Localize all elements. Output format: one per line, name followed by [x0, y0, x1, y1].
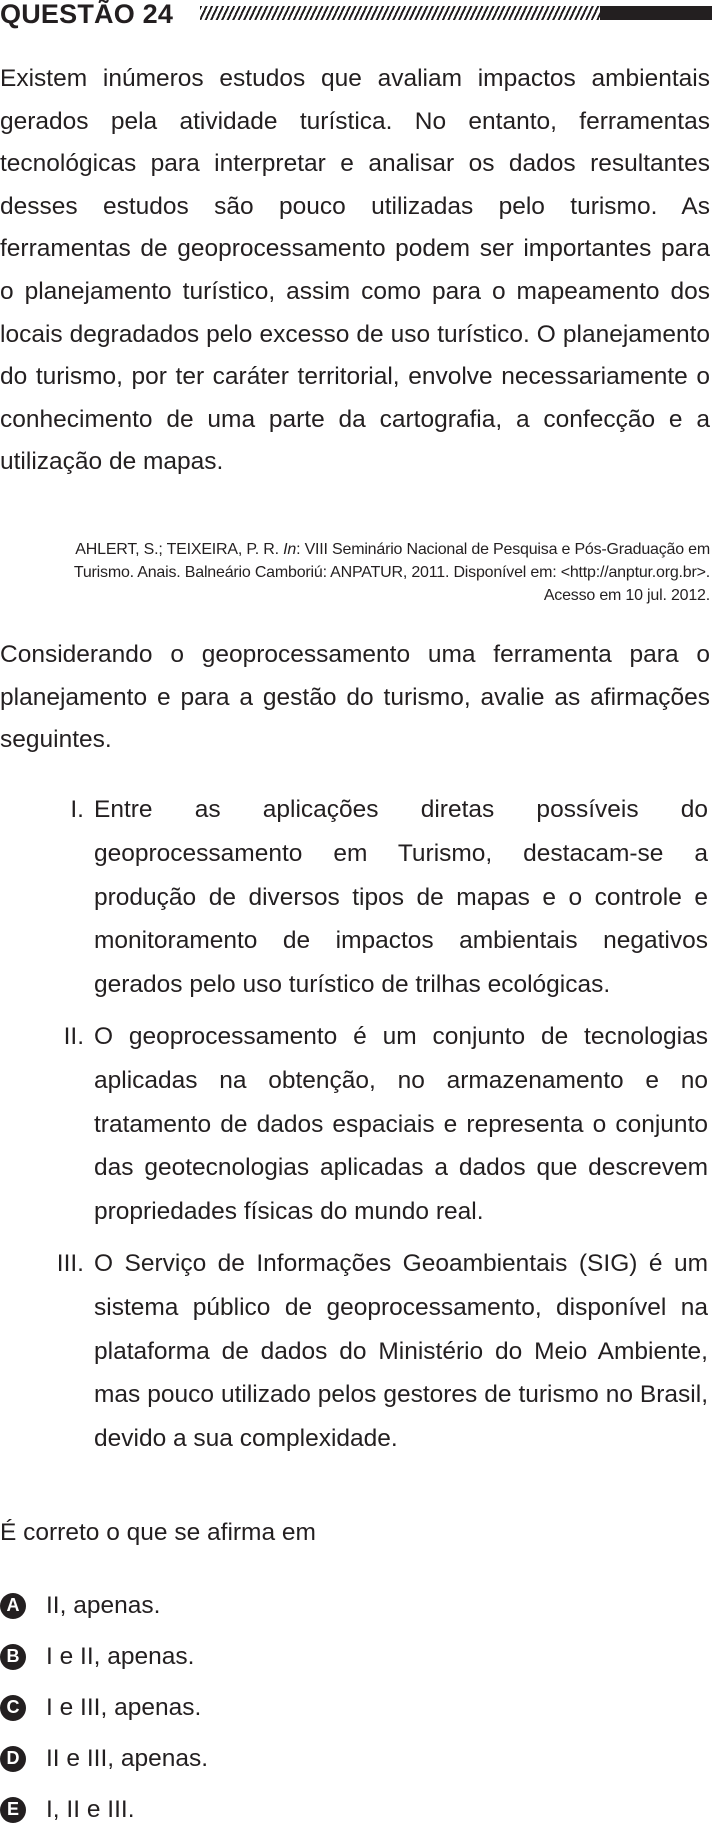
context-paragraph: Considerando o geoprocessamento uma ferramenta para o planejamento e para a gestão do turismo, avalie as afirmações seguintes.	[0, 641, 710, 754]
option-letter-badge: B	[0, 1644, 26, 1670]
intro-paragraph: Existem inúmeros estudos que avaliam impactos ambientais gerados pela atividade turística. No entanto, ferramentas tecnológicas para interpretar e analisar os dados resultantes desses estudos são pouco utilizadas pelo turismo. As ferramentas de geoprocessamento podem ser importantes para o planejamento turístico, assim como para o mapeamento dos locais degradados pelo excesso de uso turístico. O planejamento do turismo, por ter caráter territorial, envolve necessariamente o conhecimento de uma parte da cartografia, a confecção e a utilização de mapas.	[0, 65, 710, 476]
option-e[interactable]	[0, 1784, 712, 1835]
question-header	[0, 0, 712, 28]
source-in-label: In	[283, 541, 297, 558]
source-citation	[70, 538, 710, 607]
option-letter-badge: D	[0, 1746, 26, 1772]
option-text: II e III, apenas.	[46, 1744, 209, 1772]
statement-number: II.	[63, 1022, 84, 1050]
statement-number: III.	[56, 1249, 84, 1277]
statement-text: O geoprocessamento é um conjunto de tecnologias aplicadas na obtenção, no armazenamento e no tratamento de dados espaciais e representa o conjunto das geotecnologias aplicadas a dados que descrevem propriedades físicas do mundo real.	[94, 1022, 708, 1226]
statements-list	[0, 788, 712, 1461]
statement-item	[0, 1015, 712, 1234]
option-b[interactable]	[0, 1631, 712, 1682]
option-text: I e III, apenas.	[46, 1693, 202, 1721]
option-letter-badge: E	[0, 1797, 26, 1823]
statement-number: I.	[70, 796, 84, 823]
header-hatch-decoration	[200, 6, 600, 20]
option-text: II, apenas.	[46, 1591, 161, 1619]
header-bar-decoration	[600, 6, 712, 20]
question-stem: É correto o que se afirma em	[0, 1519, 316, 1546]
statement-item	[0, 1242, 712, 1461]
statement-text: Entre as aplicações diretas possíveis do geoprocessamento em Turismo, destacam-se a produção de diversos tipos de mapas e o controle e monitoramento de impactos ambientais negativos gerados pelo uso turístico de trilhas ecológicas.	[94, 796, 708, 999]
option-letter-badge: A	[0, 1593, 26, 1619]
option-text: I, II e III.	[46, 1795, 135, 1823]
source-rest: : VIII Seminário Nacional de Pesquisa e Pós-Graduação em Turismo. Anais. Balneário Camboriú: ANPATUR, 2011. Disponível em: <http://anptur.org.br>. Acesso em 10 jul. 2012.	[73, 541, 710, 604]
statement-item	[0, 788, 712, 1007]
option-text: I e II, apenas.	[46, 1642, 195, 1670]
option-c[interactable]	[0, 1682, 712, 1733]
answer-options	[0, 1580, 712, 1835]
question-title: QUESTÃO 24	[0, 0, 174, 29]
option-letter-badge: C	[0, 1695, 26, 1721]
statement-text: O Serviço de Informações Geoambientais (SIG) é um sistema público de geoprocessamento, disponível na plataforma de dados do Ministério do Meio Ambiente, mas pouco utilizado pelos gestores de turismo no Brasil, devido a sua complexidade.	[94, 1249, 708, 1453]
option-a[interactable]	[0, 1580, 712, 1631]
source-authors: AHLERT, S.; TEIXEIRA, P. R.	[75, 541, 284, 558]
option-d[interactable]	[0, 1733, 712, 1784]
